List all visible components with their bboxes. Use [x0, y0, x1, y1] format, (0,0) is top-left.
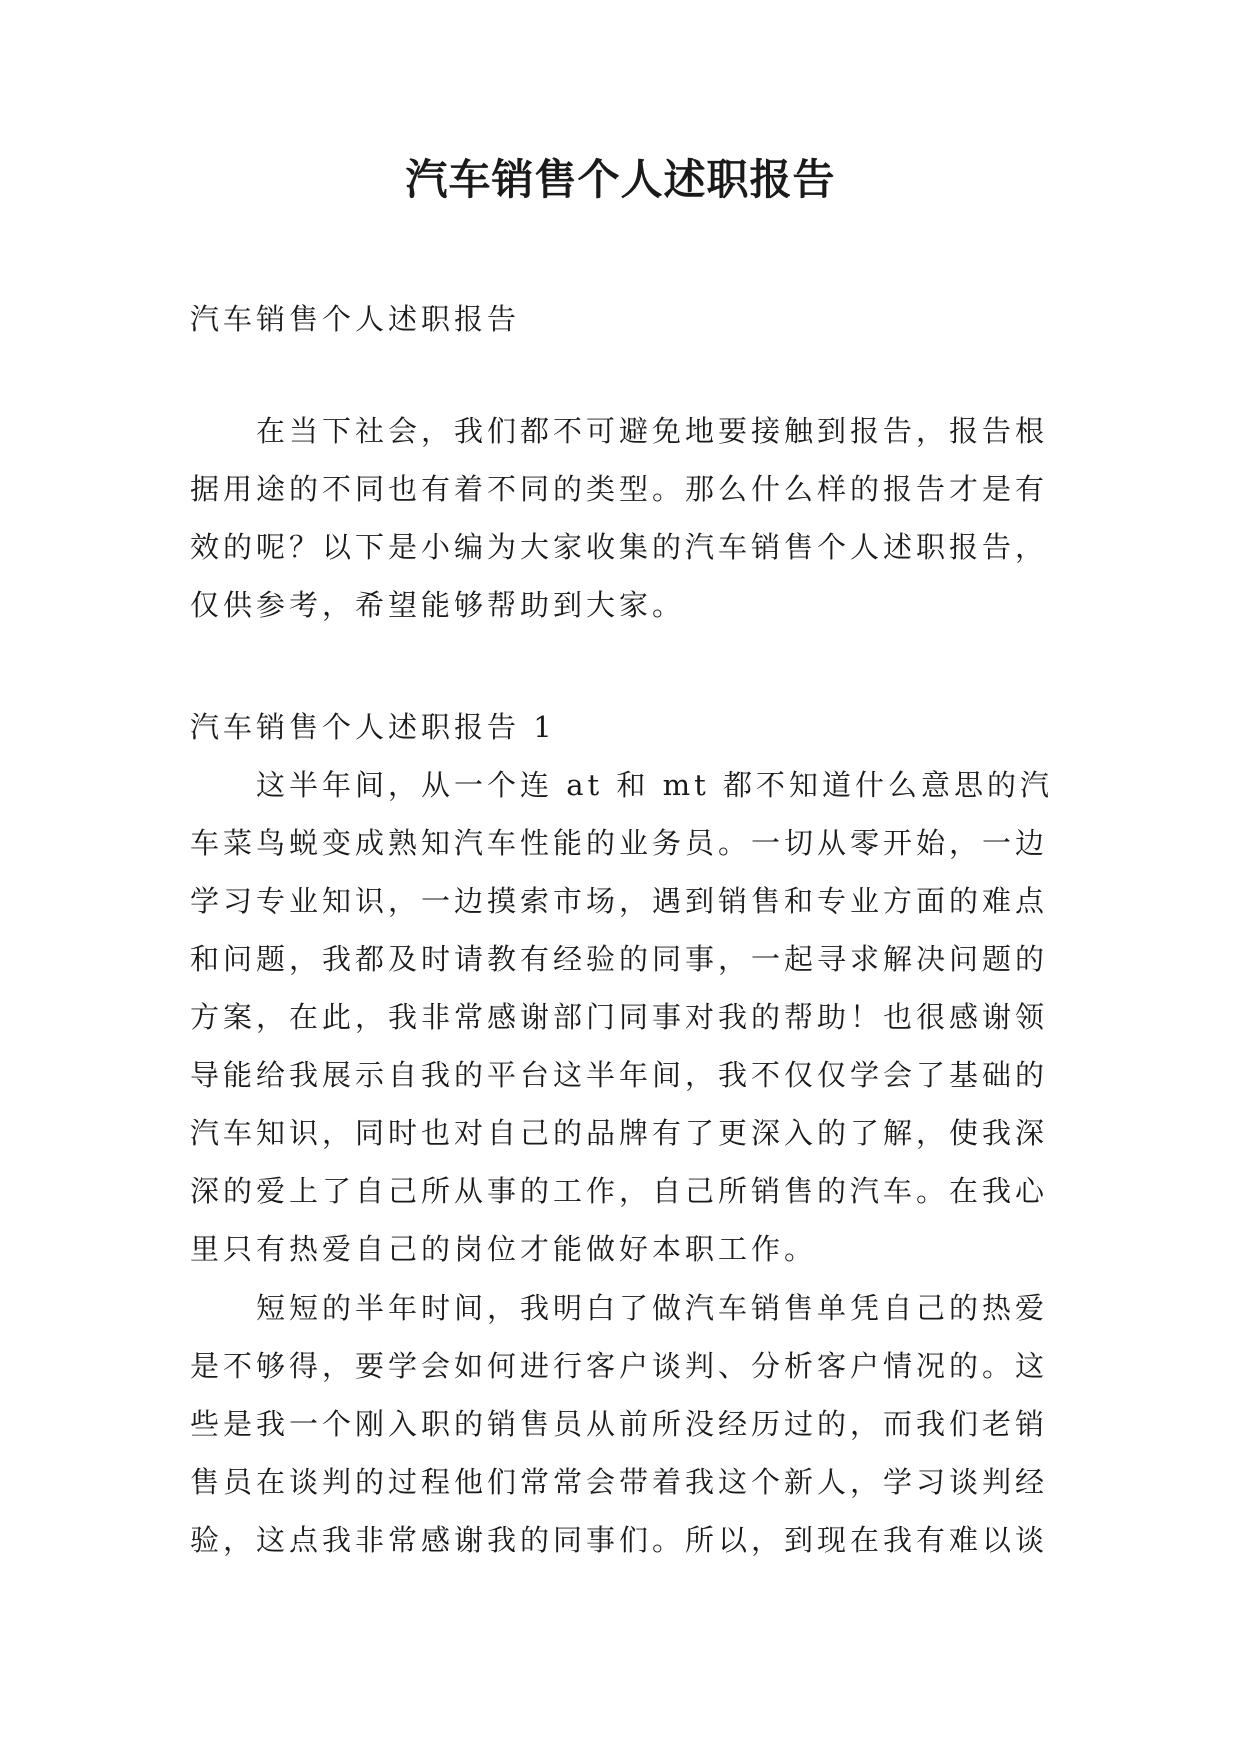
section-heading: 汽车销售个人述职报告 1 — [190, 710, 556, 744]
body-paragraph-2: 短短的半年时间，我明白了做汽车销售单凭自己的热爱是不够得，要学会如何进行客户谈判、分析客户情况的。这些是我一个刚入职的销售员从前所没经历过的，而我们老销售员在谈判的过程他们常常会带着我这个新人，学习谈判经验，这点我非常感谢我的同事们。所以，到现在我有难以谈 — [190, 1291, 1049, 1557]
document-subtitle: 汽车销售个人述职报告 — [190, 302, 521, 336]
document-title: 汽车销售个人述职报告 — [405, 155, 836, 204]
body-paragraph-1: 这半年间，从一个连 at 和 mt 都不知道什么意思的汽车菜鸟蜕变成熟知汽车性能的业务员。一切从零开始，一边学习专业知识，一边摸索市场，遇到销售和专业方面的难点和问题，我都及时请教有经验的同事，一起寻求解决问题的方案，在此，我非常感谢部门同事对我的帮助！也很感谢领导能给我展示自我的平台这半年间，我不仅仅学会了基础的汽车知识，同时也对自己的品牌有了更深入的了解，使我深深的爱上了自己所从事的工作，自己所销售的汽车。在我心里只有热爱自己的岗位才能做好本职工作。 — [190, 768, 1053, 1266]
intro-paragraph: 在当下社会，我们都不可避免地要接触到报告，报告根据用途的不同也有着不同的类型。那么什么样的报告才是有效的呢？以下是小编为大家收集的汽车销售个人述职报告，仅供参考，希望能够帮助到大家。 — [190, 414, 1049, 622]
